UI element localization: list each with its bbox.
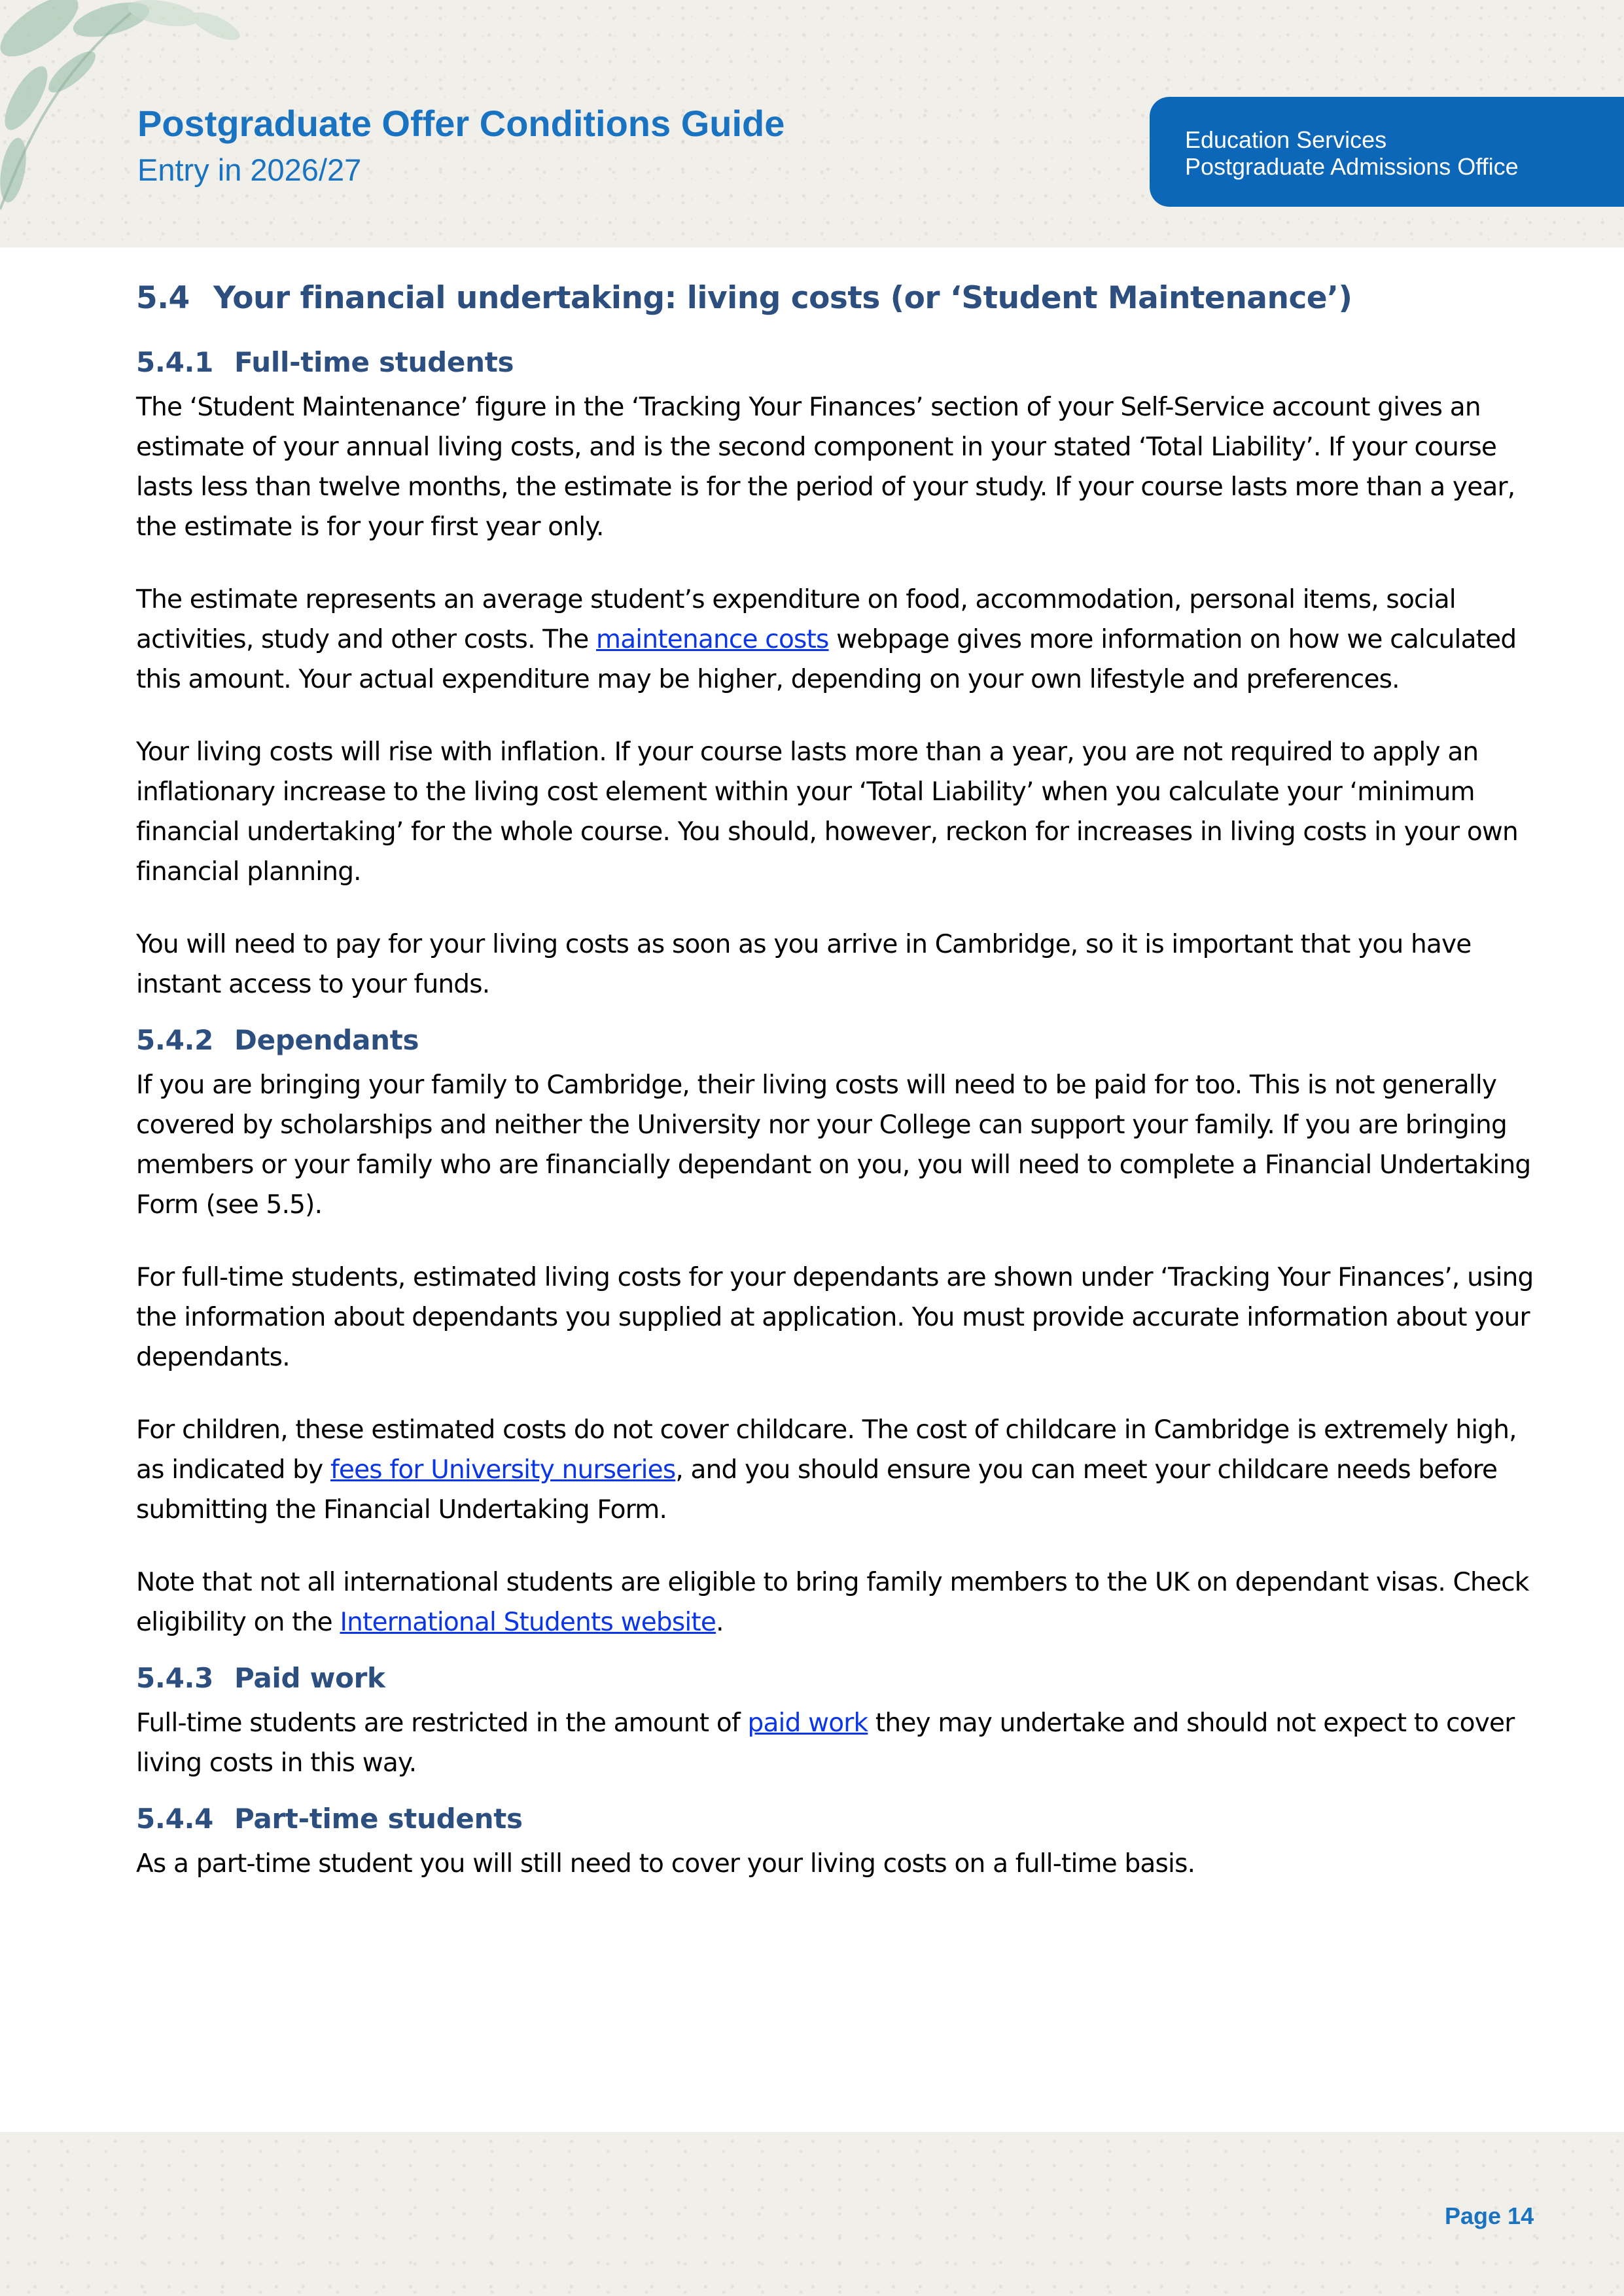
paragraph-text: , and you should ensure you can meet your childcare needs before submitting the Financial Undertaking Form.: [136, 1455, 1498, 1525]
subsection-title: Part-time students: [234, 1803, 523, 1835]
paragraph-text: they may undertake and should not expect to cover living costs in this way.: [136, 1708, 1515, 1778]
section-heading: [136, 280, 1543, 316]
footer-band: [0, 2132, 1624, 2296]
subsection-heading-dependants: [136, 1024, 1543, 1056]
paragraph: If you are bringing your family to Cambridge, their living costs will need to be paid for too. This is not generally covered by scholarships and neither the University nor your College can support your family. If you are bringing members or your family who are financially dependant on you, you will need to complete a Financial Undertaking Form (see 5.5).: [136, 1070, 1531, 1220]
document-title: Postgraduate Offer Conditions Guide: [137, 103, 785, 144]
paid-work-link[interactable]: paid work: [747, 1708, 868, 1738]
maintenance-costs-link[interactable]: maintenance costs: [596, 625, 829, 654]
subsection-title: Full-time students: [234, 346, 514, 378]
paragraph: [136, 1563, 1543, 1642]
page-number: Page 14: [1445, 2202, 1534, 2229]
paragraph-text: For children, these estimated costs do not cover childcare. The cost of childcare in Cambridge is extremely high, as indicated by: [136, 1415, 1517, 1485]
subsection-number: 5.4.2: [136, 1024, 214, 1056]
paragraph-text: Full-time students are restricted in the amount of: [136, 1708, 748, 1738]
paragraph-text: The estimate represents an average student’s expenditure on food, accommodation, personal items, social activities, study and other costs. The: [136, 585, 1456, 654]
paragraph: [136, 1703, 1543, 1783]
subsection-number: 5.4.4: [136, 1803, 214, 1835]
subsection-heading-full-time: [136, 346, 1543, 378]
office-department: Education Services: [1185, 126, 1387, 153]
office-name: Postgraduate Admissions Office: [1185, 153, 1519, 180]
paragraph: As a part-time student you will still need to cover your living costs on a full-time basis.: [136, 1849, 1195, 1879]
section-number: 5.4: [136, 280, 190, 316]
international-students-link[interactable]: International Students website: [340, 1608, 716, 1637]
page-content: [136, 280, 1543, 1916]
office-badge: [1150, 97, 1624, 207]
university-nurseries-link[interactable]: fees for University nurseries: [330, 1455, 676, 1485]
subsection-heading-paid-work: [136, 1662, 1543, 1694]
subsection-number: 5.4.1: [136, 346, 214, 378]
subsection-number: 5.4.3: [136, 1662, 214, 1694]
subsection-title: Paid work: [234, 1662, 385, 1694]
paragraph: For full-time students, estimated living costs for your dependants are shown under ‘Tracking Your Finances’, using the information about dependants you supplied at application. You must provide accurate information about your dependants.: [136, 1263, 1534, 1372]
paragraph: [136, 580, 1543, 699]
paragraph-text: webpage gives more information on how we calculated this amount. Your actual expenditure may be higher, depending on your own lifestyle and preferences.: [136, 625, 1517, 694]
paragraph-text: .: [716, 1608, 724, 1637]
subsection-heading-part-time: [136, 1803, 1543, 1835]
paragraph: You will need to pay for your living costs as soon as you arrive in Cambridge, so it is important that you have instant access to your funds.: [136, 930, 1472, 999]
paragraph: The ‘Student Maintenance’ figure in the ‘Tracking Your Finances’ section of your Self-Service account gives an estimate of your annual living costs, and is the second component in your stated ‘Total Liability’. If your course lasts less than twelve months, the estimate is for the period of your study. If your course lasts more than a year, the estimate is for your first year only.: [136, 393, 1515, 542]
section-title: Your financial undertaking: living costs (or ‘Student Maintenance’): [213, 280, 1352, 316]
subsection-title: Dependants: [234, 1024, 419, 1056]
document-subtitle: Entry in 2026/27: [137, 152, 362, 187]
paragraph: [136, 1410, 1543, 1530]
paragraph: Your living costs will rise with inflation. If your course lasts more than a year, you are not required to apply an inflationary increase to the living cost element within your ‘Total Liability’ when you calculate your ‘minimum financial undertaking’ for the whole course. You should, however, reckon for increases in living costs in your own financial planning.: [136, 737, 1518, 887]
paragraph-text: Note that not all international students are eligible to bring family members to the UK on dependant visas. Check eligibility on the: [136, 1568, 1529, 1637]
